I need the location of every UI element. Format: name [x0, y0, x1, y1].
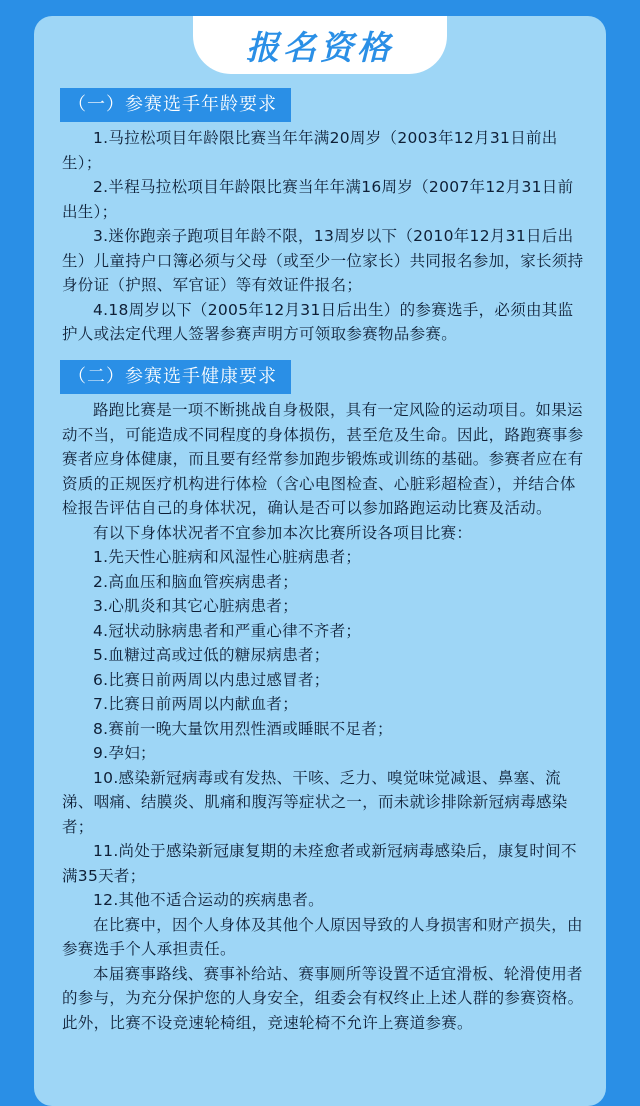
list-item: 6.比赛日前两周以内患过感冒者； — [93, 670, 330, 689]
list-item: 5.血糖过高或过低的糖尿病患者； — [93, 646, 330, 664]
section-body-age — [62, 126, 586, 347]
section-heading-age: （一）参赛选手年龄要求 — [60, 88, 291, 122]
paragraph: 在比赛中，因个人身体及其他个人原因导致的人身损害和财产损失，由参赛选手个人承担责任。 — [62, 915, 583, 958]
paragraph: 路跑比赛是一项不断挑战自身极限，具有一定风险的运动项目。如果运动不当，可能造成不同程度的身体损伤，甚至危及生命。因此，路跑赛事参赛者应身体健康，而且要有经常参加跑步锻炼或训练的基础。参赛者应在有资质的正规医疗机构进行体检（含心电图检查、心脏彩超检查），并结合体检报告评估自己的身体状况，确认是否可以参加路跑运动比赛及活动。 — [62, 401, 584, 517]
page-title: 报名资格 — [246, 27, 394, 67]
list-item: 1.先天性心脏病和风湿性心脏病患者； — [93, 548, 362, 566]
list-item: 4.冠状动脉病患者和严重心律不齐者； — [93, 621, 362, 640]
list-item: 3.心肌炎和其它心脏病患者； — [93, 597, 298, 615]
paragraph: 1.马拉松项目年龄限比赛当年年满20周岁（2003年12月31日前出生）； — [62, 129, 558, 172]
list-item: 9.孕妇； — [93, 744, 156, 762]
paragraph: 4.18周岁以下（2005年12月31日后出生）的参赛选手，必须由其监护人或法定代理人签署参赛声明方可领取参赛物品参赛。 — [62, 300, 574, 343]
paragraph: 有以下身体状况者不宜参加本次比赛所设各项目比赛： — [93, 523, 473, 542]
list-item: 12.其他不适合运动的疾病患者。 — [93, 891, 324, 909]
paragraph: 本届赛事路线、赛事补给站、赛事厕所等设置不适宜滑板、轮滑使用者的参与，为充分保护您的人身安全，组委会有权终止上述人群的参赛资格。此外，比赛不设竞速轮椅组，竞速轮椅不允许上赛道参赛。 — [62, 964, 584, 1032]
list-item: 2.高血压和脑血管疾病患者； — [93, 572, 298, 591]
list-item: 10.感染新冠病毒或有发热、干咳、乏力、嗅觉味觉减退、鼻塞、流涕、咽痛、结膜炎、肌痛和腹泻等症状之一，而未就诊排除新冠病毒感染者； — [62, 768, 568, 836]
list-item: 11.尚处于感染新冠康复期的未痊愈者或新冠病毒感染后，康复时间不满35天者； — [62, 842, 577, 885]
list-item: 8.赛前一晚大量饮用烈性酒或睡眠不足者； — [93, 719, 393, 738]
section-heading-health: （二）参赛选手健康要求 — [60, 360, 291, 394]
paragraph: 3.迷你跑亲子跑项目年龄不限，13周岁以下（2010年12月31日后出生）儿童持户口簿必须与父母（或至少一位家长）共同报名参加，家长须持身份证（护照、军官证）等有效证件报名； — [62, 227, 584, 294]
section-body-health — [62, 398, 586, 1035]
title-tab — [193, 16, 447, 74]
list-item: 7.比赛日前两周以内献血者； — [93, 695, 298, 713]
paragraph: 2.半程马拉松项目年龄限比赛当年年满16周岁（2007年12月31日前出生）； — [62, 178, 574, 221]
